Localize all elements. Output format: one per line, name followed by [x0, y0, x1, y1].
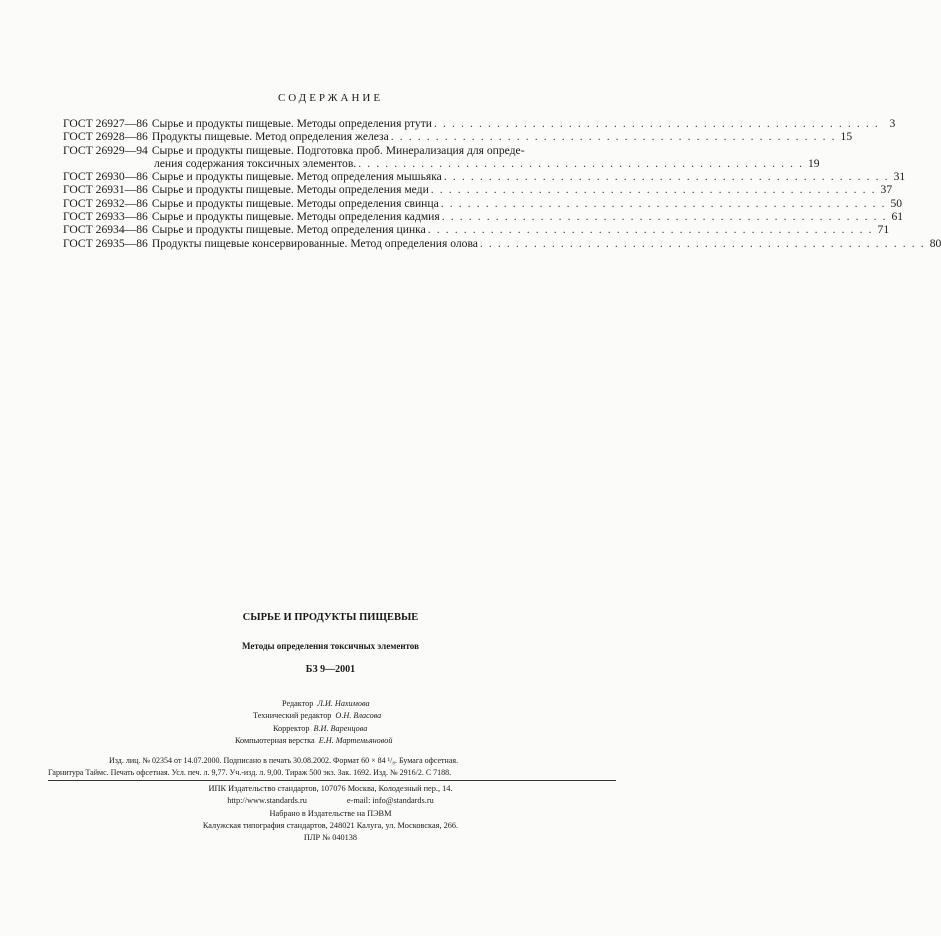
staff-role: Редактор [282, 699, 314, 708]
staff-line [200, 698, 500, 710]
toc-entry-title: Продукты пищевые. Метод определения железа [151, 130, 389, 144]
staff-role: Корректор [273, 723, 310, 733]
publisher-email-link[interactable]: e-mail: info@standards.ru [346, 796, 434, 806]
toc-entry-code: ГОСТ 26931—86 [63, 183, 148, 197]
toc-entry-page: 19 [807, 156, 820, 170]
printer-address: Калужская типография стандартов, 248021 Калуга, ул. Московская, 266. [202, 820, 459, 830]
toc-leader-dots: . . . . . . . . . . . . . . . . . . . . . . . . . . . . . . . . . . . . . . . . . . . . . . . . . . [440, 196, 887, 210]
toc-leader-dots: . . . . . . . . . . . . . . . . . . . . . . . . . . . . . . . . . . . . . . . . . . . . . . . . . . [443, 170, 890, 184]
typesetting-note: Набрано в Издательстве на ПЭВМ [269, 808, 392, 818]
toc-entry-title: Сырье и продукты пищевые. Методы определения свинца [151, 196, 439, 210]
publisher-website-link[interactable]: http://www.standards.ru [227, 796, 307, 806]
toc-entry[interactable] [63, 196, 903, 210]
toc-entry-page: 3 [889, 117, 896, 130]
toc-entry-code: ГОСТ 26928—86 [63, 130, 148, 144]
toc-heading: СОДЕРЖАНИЕ [277, 92, 384, 104]
toc-leader-dots: . . . . . . . . . . . . . . . . . . . . . . . . . . . . . . . . . . . . . . . . . . . . . . . . . . [358, 156, 804, 170]
toc-entry-page: 61 [891, 210, 904, 224]
staff-credits [200, 698, 500, 748]
toc-entry-code: ГОСТ 26930—86 [63, 170, 148, 184]
imprint-line-1: Изд. лиц. № 02354 от 14.07.2000. Подписано в печать 30.08.2002. Формат 60 × 84 ¹/₈. Бумага офсетная. [109, 756, 459, 765]
toc-entry-page: 15 [840, 130, 853, 144]
toc-entry-title-cont: ления содержания токсичных элементов. [154, 156, 357, 170]
toc-entry-title: Сырье и продукты пищевые. Методы определения кадмия [151, 210, 440, 224]
staff-name: Е.Н. Мартемьяновой [318, 736, 393, 746]
document-code: БЗ 9—2001 [305, 664, 356, 675]
staff-name: О.Н. Власова [335, 711, 382, 721]
staff-line [200, 723, 500, 735]
toc-entry-continuation[interactable] [63, 156, 820, 170]
toc-entry-page: 71 [877, 223, 890, 237]
staff-line [200, 710, 500, 722]
document-subtitle: Методы определения токсичных элементов [242, 641, 419, 651]
toc-leader-dots: . . . . . . . . . . . . . . . . . . . . . . . . . . . . . . . . . . . . . . . . . . . . . . . . . . [441, 210, 888, 224]
publisher-info [0, 783, 661, 844]
toc-entry-page: 31 [893, 170, 906, 184]
staff-role: Компьютерная верстка [235, 736, 315, 746]
toc-entry-title: Сырье и продукты пищевые. Методы определения ртути [151, 117, 432, 130]
toc-entry-title: Продукты пищевые консервированные. Метод определения олова [151, 236, 478, 250]
toc-entry[interactable] [63, 144, 599, 157]
toc-entry-code: ГОСТ 26933—86 [63, 210, 148, 224]
imprint-line-2: Гарнитура Таймс. Печать офсетная. Усл. печ. л. 9,77. Уч.-изд. л. 9,00. Тираж 500 экз. Зак. 1692. Изд. № 2916/2. С 7188. [48, 768, 452, 777]
toc-entry-title: Сырье и продукты пищевые. Метод определения цинка [151, 223, 426, 237]
publisher-address: ИПК Издательство стандартов, 107076 Москва, Колодезный пер., 14. [208, 784, 453, 793]
toc-entry-title: Сырье и продукты пищевые. Подготовка проб. Минерализация для опреде- [151, 143, 525, 157]
toc-entry-page: 37 [880, 183, 893, 197]
divider-rule [48, 780, 616, 781]
toc-entry[interactable] [63, 130, 853, 144]
staff-line [200, 735, 500, 747]
toc-entry-title: Сырье и продукты пищевые. Методы определения меди [151, 183, 429, 197]
table-of-contents [63, 117, 941, 250]
toc-leader-dots: . . . . . . . . . . . . . . . . . . . . . . . . . . . . . . . . . . . . . . . . . . . . . . . . . . [390, 130, 837, 144]
toc-entry[interactable] [63, 183, 893, 197]
toc-entry-code: ГОСТ 26929—94 [63, 143, 148, 157]
toc-entry[interactable] [63, 170, 906, 184]
toc-leader-dots: . . . . . . . . . . . . . . . . . . . . . . . . . . . . . . . . . . . . . . . . . . . . . . . . . . [479, 236, 926, 250]
staff-role: Технический редактор [253, 711, 332, 721]
toc-entry-code: ГОСТ 26935—86 [63, 236, 148, 250]
toc-entry-title: Сырье и продукты пищевые. Метод определения мышьяка [151, 170, 442, 184]
toc-leader-dots: . . . . . . . . . . . . . . . . . . . . . . . . . . . . . . . . . . . . . . . . . . . . . . . . . . [433, 117, 880, 130]
staff-name: В.И. Варенцова [313, 723, 368, 733]
toc-entry[interactable] [63, 223, 890, 237]
print-imprint [48, 755, 618, 779]
toc-entry-code: ГОСТ 26927—86 [63, 117, 148, 130]
toc-entry-code: ГОСТ 26932—86 [63, 196, 148, 210]
toc-leader-dots: . . . . . . . . . . . . . . . . . . . . . . . . . . . . . . . . . . . . . . . . . . . . . . . . . . [430, 183, 877, 197]
toc-entry-page: 80 [929, 236, 941, 250]
license-number: ПЛР № 040138 [303, 833, 358, 843]
toc-entry-code: ГОСТ 26934—86 [63, 223, 148, 237]
toc-entry-page: 50 [890, 196, 903, 210]
toc-entry[interactable] [63, 236, 941, 250]
toc-entry[interactable] [63, 210, 904, 224]
toc-leader-dots: . . . . . . . . . . . . . . . . . . . . . . . . . . . . . . . . . . . . . . . . . . . . . . . . . . [427, 223, 874, 237]
document-title: СЫРЬЕ И ПРОДУКТЫ ПИЩЕВЫЕ [242, 612, 419, 623]
toc-entry[interactable] [63, 117, 896, 130]
staff-name: Л.И. Нахимова [317, 699, 370, 708]
publisher-contacts [0, 795, 661, 807]
